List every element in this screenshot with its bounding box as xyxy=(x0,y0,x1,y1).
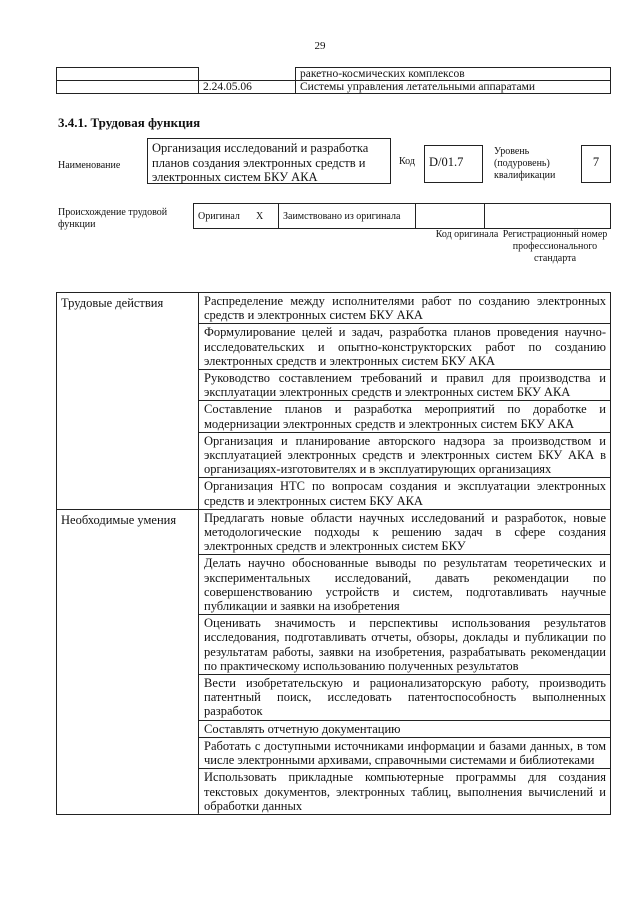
list-item: Организация НТС по вопросам создания и эксплуатации электронных средств и электронных систем БКУ АКА xyxy=(199,478,611,509)
table-cell xyxy=(57,68,199,81)
list-item: Оценивать значимость и перспективы использования результатов исследования, подготавливать отчеты, обзоры, доклады и публикации по результатам работы, заявки на изобретения, разрабатывать рекомендации по практическому использованию полученных результатов xyxy=(199,615,611,675)
reg-number-label: Регистрационный номер профессионального стандарта xyxy=(502,229,608,264)
table-row xyxy=(194,204,611,229)
function-code-value: D/01.7 xyxy=(424,145,483,183)
reg-number-cell xyxy=(485,204,611,229)
list-item: Составление планов и разработка мероприятий по доработке и модернизации электронных средств и электронных систем БКУ АКА xyxy=(199,401,611,432)
section-title-required-skills: Необходимые умения xyxy=(57,509,199,814)
list-item: Распределение между исполнителями работ по созданию электронных средств и электронных систем БКУ АКА xyxy=(199,293,611,324)
borrowed-label: Заимствовано из оригинала xyxy=(279,204,416,229)
section-title: 3.4.1. Трудовая функция xyxy=(58,115,201,130)
list-item: Руководство составлением требований и правил для производства и эксплуатации электронных средств и электронных систем БКУ АКА xyxy=(199,370,611,401)
list-item: Формулирование целей и задач, разработка планов проведения научно-исследовательских и опытно-конструкторских работ по созданию электронных средств и электронных систем БКУ АКА xyxy=(199,324,611,370)
page-number: 29 xyxy=(314,40,326,52)
table-row xyxy=(57,68,611,81)
original-mark: X xyxy=(252,204,279,229)
origin-table xyxy=(193,203,611,229)
list-item: Предлагать новые области научных исследований и разработок, новые методологические подходы к решению задач в сфере создания электронных средств и электронных систем БКУ xyxy=(199,509,611,555)
name-label: Наименование xyxy=(58,160,121,171)
table-cell xyxy=(57,81,199,94)
qualification-level-label: Уровень (подуровень) квалификации xyxy=(494,146,556,181)
original-label: Оригинал xyxy=(194,204,253,229)
list-item: Составлять отчетную документацию xyxy=(199,720,611,737)
list-item: Использовать прикладные компьютерные программы для создания текстовых документов, электронных таблиц, выполнения вычислений и обработки данных xyxy=(199,769,611,815)
list-item: Делать научно обоснованные выводы по результатам теоретических и экспериментальных исследований, давать рекомендации по совершенствованию устройств и систем, подготавливать научные публикации и заявки на изобретения xyxy=(199,555,611,615)
origin-label: Происхождение трудовой функции xyxy=(58,207,168,230)
list-item: Организация и планирование авторского надзора за производством и эксплуатацией электронных средств и электронных систем БКУ АКА в организациях-изготовителях и в эксплуатирующих организациях xyxy=(199,432,611,478)
code-label: Код xyxy=(399,156,415,167)
table-cell xyxy=(199,68,296,81)
table-cell: Системы управления летательными аппаратами xyxy=(296,81,611,94)
code-original-label: Код оригинала xyxy=(435,229,499,240)
list-item: Вести изобретательскую и рационализаторскую работу, производить патентный поиск, исследовать патентоспособность выполненных разработок xyxy=(199,675,611,721)
section-title-labor-actions: Трудовые действия xyxy=(57,293,199,510)
top-table xyxy=(56,67,611,94)
function-name-value: Организация исследований и разработка планов создания электронных средств и электронных систем БКУ АКА xyxy=(147,138,391,184)
table-row xyxy=(57,293,611,324)
table-row xyxy=(57,81,611,94)
qualification-level-value: 7 xyxy=(581,145,611,183)
table-row xyxy=(57,509,611,555)
table-cell: ракетно-космических комплексов xyxy=(296,68,611,81)
code-original-cell xyxy=(416,204,485,229)
list-item: Работать с доступными источниками информации и базами данных, в том числе электронными архивами, справочными системами и библиотеками xyxy=(199,737,611,768)
table-cell: 2.24.05.06 xyxy=(199,81,296,94)
function-details-table xyxy=(56,292,611,815)
